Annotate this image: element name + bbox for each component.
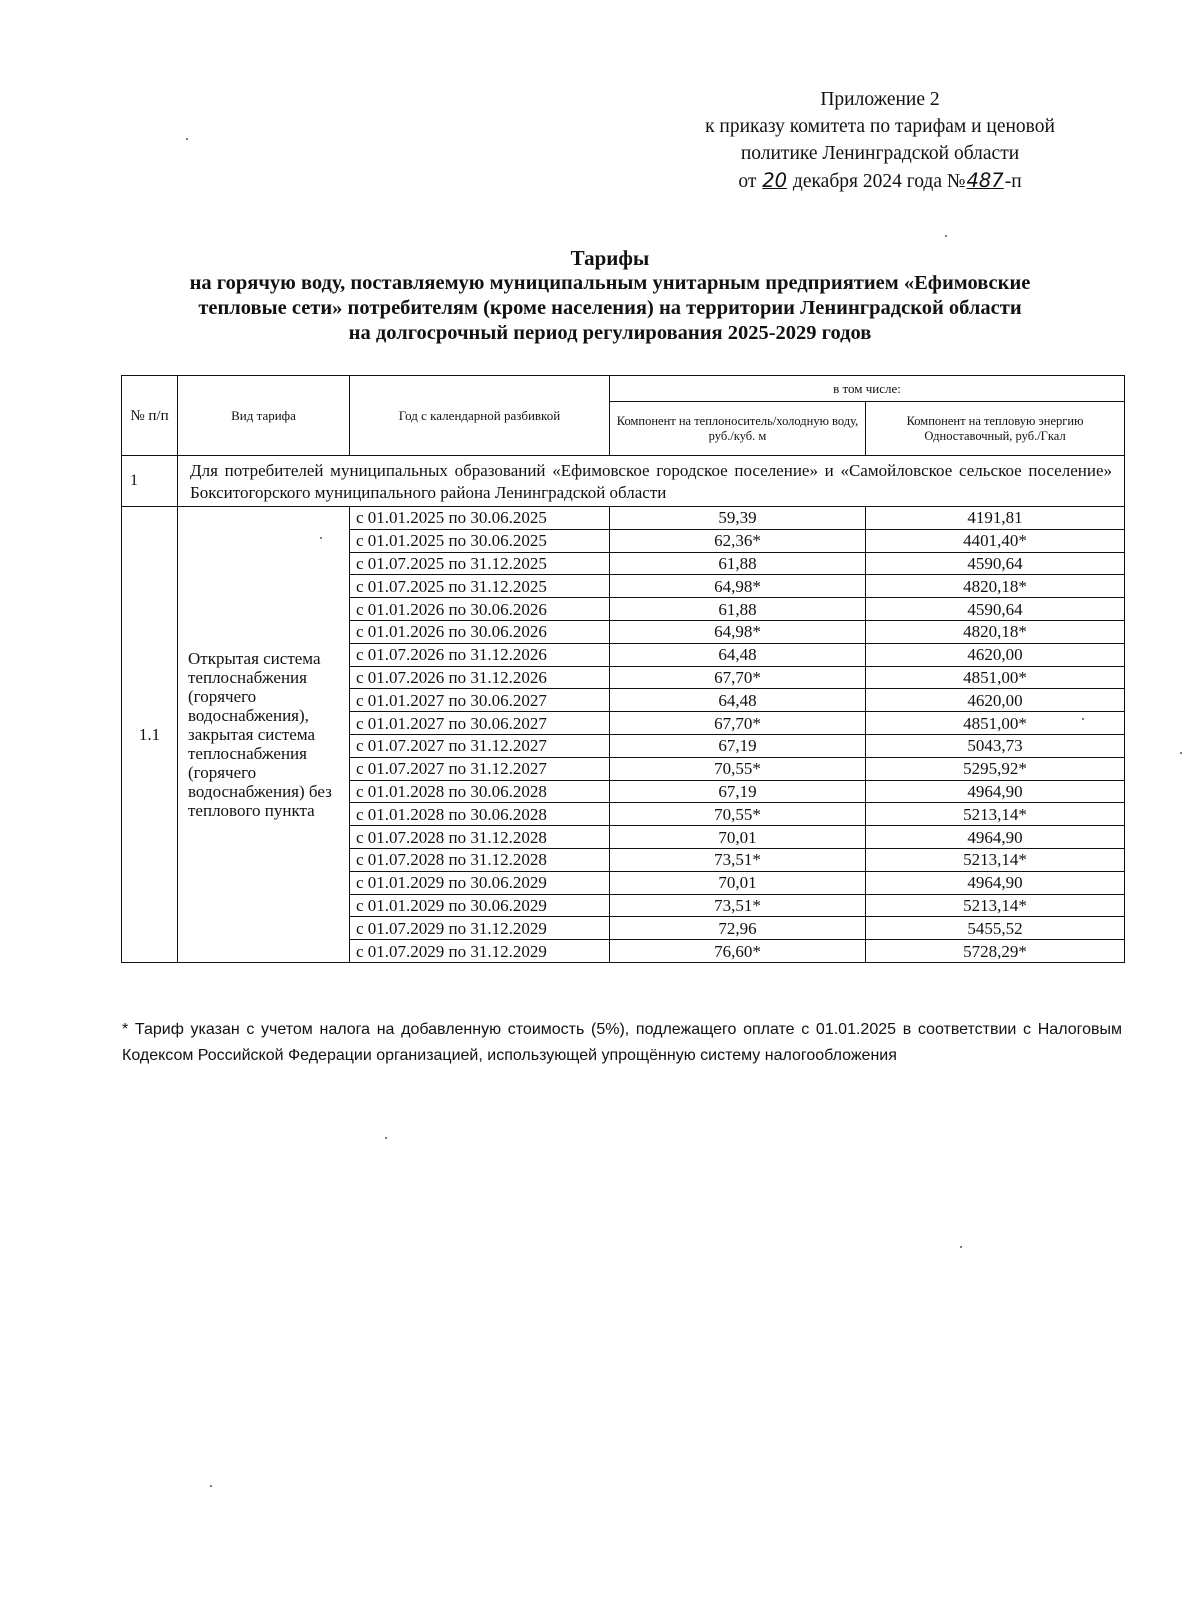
scan-speck bbox=[960, 1246, 962, 1248]
header-including: в том числе: bbox=[610, 376, 1125, 402]
header-component-heat: Компонент на тепловую энергию Одноставочный, руб./Гкал bbox=[866, 402, 1125, 456]
heat-component-cell: 4851,00* bbox=[866, 666, 1125, 689]
period-cell: с 01.07.2028 по 31.12.2028 bbox=[350, 826, 610, 849]
date-suffix: -п bbox=[1004, 171, 1022, 192]
period-cell: с 01.01.2026 по 30.06.2026 bbox=[350, 620, 610, 643]
period-cell: с 01.07.2028 по 31.12.2028 bbox=[350, 848, 610, 871]
header-num: № п/п bbox=[122, 376, 178, 456]
period-cell: с 01.01.2025 по 30.06.2025 bbox=[350, 529, 610, 552]
water-component-cell: 64,48 bbox=[610, 689, 866, 712]
scan-speck bbox=[186, 138, 188, 140]
heat-component-cell: 4964,90 bbox=[866, 780, 1125, 803]
heat-component-cell: 4620,00 bbox=[866, 643, 1125, 666]
period-cell: с 01.01.2027 по 30.06.2027 bbox=[350, 689, 610, 712]
heat-component-cell: 5295,92* bbox=[866, 757, 1125, 780]
order-date-line bbox=[640, 167, 1120, 195]
subgroup-num: 1.1 bbox=[122, 507, 178, 963]
water-component-cell: 64,98* bbox=[610, 575, 866, 598]
header-component-water: Компонент на теплоноситель/холодную воду, руб./куб. м bbox=[610, 402, 866, 456]
water-component-cell: 67,70* bbox=[610, 666, 866, 689]
title-main: Тарифы bbox=[570, 246, 650, 270]
scan-speck bbox=[945, 235, 947, 237]
water-component-cell: 62,36* bbox=[610, 529, 866, 552]
order-number: 487 bbox=[966, 169, 1004, 192]
heat-component-cell: 4191,81 bbox=[866, 507, 1125, 530]
water-component-cell: 61,88 bbox=[610, 552, 866, 575]
heat-component-cell: 5213,14* bbox=[866, 803, 1125, 826]
scan-speck bbox=[1082, 718, 1084, 720]
water-component-cell: 67,19 bbox=[610, 780, 866, 803]
date-middle: декабря 2024 года № bbox=[792, 171, 966, 192]
water-component-cell: 67,70* bbox=[610, 712, 866, 735]
scan-speck bbox=[210, 1485, 212, 1487]
heat-component-cell: 4590,64 bbox=[866, 552, 1125, 575]
period-cell: с 01.07.2026 по 31.12.2026 bbox=[350, 643, 610, 666]
heat-component-cell: 4964,90 bbox=[866, 826, 1125, 849]
title-line-1: на горячую воду, поставляемую муниципальным унитарным предприятием «Ефимовские bbox=[189, 272, 1031, 294]
header-kind: Вид тарифа bbox=[178, 376, 350, 456]
header-period: Год с календарной разбивкой bbox=[350, 376, 610, 456]
period-cell: с 01.01.2029 по 30.06.2029 bbox=[350, 871, 610, 894]
heat-component-cell: 4851,00* bbox=[866, 712, 1125, 735]
water-component-cell: 76,60* bbox=[610, 940, 866, 963]
scan-speck bbox=[385, 1137, 387, 1139]
group-description: Для потребителей муниципальных образований «Ефимовское городское поселение» и «Самойловское сельское поселение» Бокситогорского муниципального района Ленинградской области bbox=[178, 456, 1125, 507]
water-component-cell: 64,98* bbox=[610, 620, 866, 643]
period-cell: с 01.07.2029 по 31.12.2029 bbox=[350, 940, 610, 963]
group-num: 1 bbox=[122, 456, 178, 507]
order-day: 20 bbox=[762, 169, 788, 192]
period-cell: с 01.01.2027 по 30.06.2027 bbox=[350, 712, 610, 735]
title-line-2: тепловые сети» потребителям (кроме населения) на территории Ленинградской области bbox=[198, 297, 1022, 319]
period-cell: с 01.07.2025 по 31.12.2025 bbox=[350, 575, 610, 598]
committee-name-line: политике Ленинградской области bbox=[740, 143, 1020, 164]
water-component-cell: 70,01 bbox=[610, 826, 866, 849]
water-component-cell: 73,51* bbox=[610, 848, 866, 871]
water-component-cell: 73,51* bbox=[610, 894, 866, 917]
heat-component-cell: 4590,64 bbox=[866, 598, 1125, 621]
heat-component-cell: 5213,14* bbox=[866, 848, 1125, 871]
heat-component-cell: 4820,18* bbox=[866, 575, 1125, 598]
heat-component-cell: 4964,90 bbox=[866, 871, 1125, 894]
period-cell: с 01.07.2029 по 31.12.2029 bbox=[350, 917, 610, 940]
period-cell: с 01.01.2028 по 30.06.2028 bbox=[350, 780, 610, 803]
period-cell: с 01.07.2025 по 31.12.2025 bbox=[350, 552, 610, 575]
vat-footnote: * Тариф указан с учетом налога на добавленную стоимость (5%), подлежащего оплате с 01.01.2025 в соответствии с Налоговым Кодексом Российской Федерации организацией, использующей упрощённую систему налогообложения bbox=[122, 1021, 1122, 1064]
water-component-cell: 70,55* bbox=[610, 803, 866, 826]
water-component-cell: 61,88 bbox=[610, 598, 866, 621]
period-cell: с 01.07.2026 по 31.12.2026 bbox=[350, 666, 610, 689]
order-reference-line: к приказу комитета по тарифам и ценовой bbox=[705, 116, 1055, 137]
tariff-kind: Открытая система теплоснабжения (горячего водоснабжения), закрытая система теплоснабжения (горячего водоснабжения) без теплового пункта bbox=[178, 507, 350, 963]
appendix-header bbox=[640, 86, 1120, 195]
period-cell: с 01.01.2026 по 30.06.2026 bbox=[350, 598, 610, 621]
period-cell: с 01.01.2028 по 30.06.2028 bbox=[350, 803, 610, 826]
table-row bbox=[122, 507, 1125, 530]
heat-component-cell: 5728,29* bbox=[866, 940, 1125, 963]
water-component-cell: 70,55* bbox=[610, 757, 866, 780]
water-component-cell: 64,48 bbox=[610, 643, 866, 666]
period-cell: с 01.07.2027 по 31.12.2027 bbox=[350, 734, 610, 757]
tariff-table bbox=[121, 375, 1125, 963]
heat-component-cell: 5455,52 bbox=[866, 917, 1125, 940]
heat-component-cell: 4401,40* bbox=[866, 529, 1125, 552]
document-title bbox=[110, 246, 1110, 346]
heat-component-cell: 5043,73 bbox=[866, 734, 1125, 757]
water-component-cell: 67,19 bbox=[610, 734, 866, 757]
period-cell: с 01.01.2029 по 30.06.2029 bbox=[350, 894, 610, 917]
heat-component-cell: 5213,14* bbox=[866, 894, 1125, 917]
water-component-cell: 59,39 bbox=[610, 507, 866, 530]
heat-component-cell: 4820,18* bbox=[866, 620, 1125, 643]
water-component-cell: 72,96 bbox=[610, 917, 866, 940]
heat-component-cell: 4620,00 bbox=[866, 689, 1125, 712]
period-cell: с 01.01.2025 по 30.06.2025 bbox=[350, 507, 610, 530]
date-prefix: от bbox=[738, 171, 757, 192]
scan-speck bbox=[320, 537, 322, 539]
period-cell: с 01.07.2027 по 31.12.2027 bbox=[350, 757, 610, 780]
scan-speck bbox=[1180, 752, 1182, 754]
water-component-cell: 70,01 bbox=[610, 871, 866, 894]
appendix-label: Приложение 2 bbox=[820, 89, 940, 110]
title-line-3: на долгосрочный период регулирования 2025-2029 годов bbox=[348, 322, 872, 344]
